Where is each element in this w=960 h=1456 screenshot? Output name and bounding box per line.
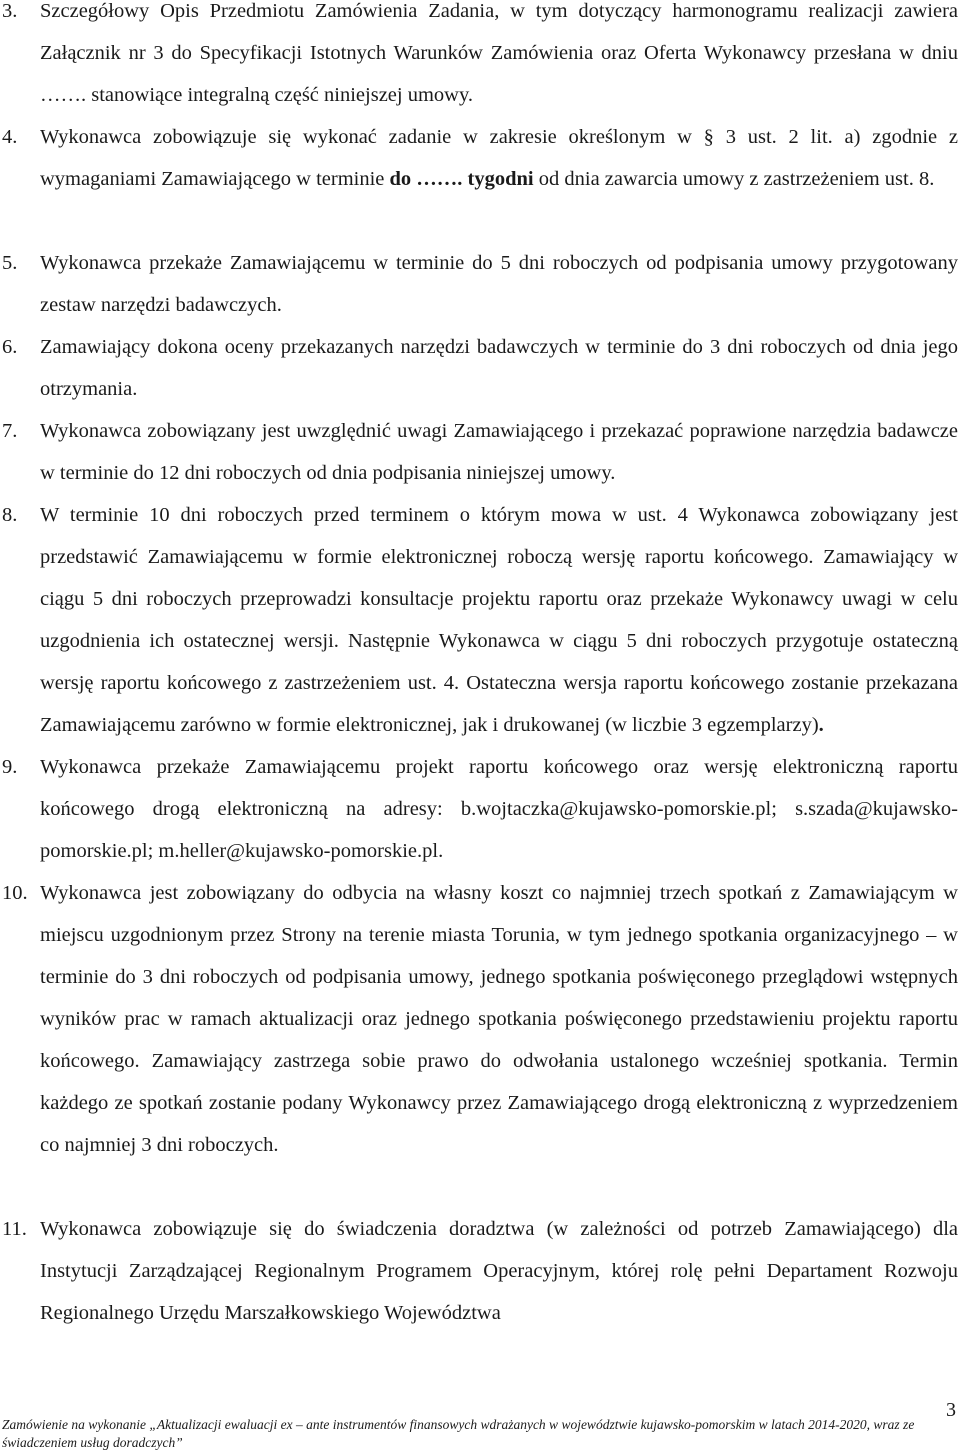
text-run: Zamawiający dokona oceny przekazanych narzędzi badawczych w terminie do 3 dni roboczych od dnia jego otrzymania. (40, 336, 958, 400)
page-footer (0, 1399, 960, 1456)
text-run: Wykonawca zobowiązany jest uwzględnić uwagi Zamawiającego i przekazać poprawione narzędzia badawcze w terminie do 12 dni roboczych od dnia podpisania niniejszej umowy. (40, 420, 958, 484)
list-item (0, 494, 958, 746)
item-text (40, 0, 958, 116)
list-item (0, 242, 958, 326)
text-run: W terminie 10 dni roboczych przed terminem o którym mowa w ust. 4 Wykonawca zobowiązany jest przedstawić Zamawiającemu w formie elektronicznej roboczą wersję raportu końcowego. Zamawiający w ciągu 5 dni roboczych przeprowadzi konsultacje projektu raportu oraz przekaże Wykonawcy uwagi w celu uzgodnienia ich ostatecznej wersji. Następnie Wykonawca w ciągu 5 dni roboczych przygotuje ostateczną wersję raportu końcowego z zastrzeżeniem ust. 4. Ostateczna wersja raportu końcowego zostanie przekazana Zamawiającemu zarówno w formie elektronicznej, jak i drukowanej (w liczbie 3 egzemplarzy) (40, 504, 958, 736)
item-number: 8. (2, 504, 18, 526)
text-run: Wykonawca przekaże Zamawiającemu projekt raportu końcowego oraz wersję elektroniczną raportu końcowego drogą elektroniczną na adresy: b.wojtaczka@kujawsko-pomorskie.pl; s.szada@kujawsko-pomorskie.pl; m.heller@kujawsko-pomorskie.pl. (40, 756, 958, 862)
item-number: 5. (2, 252, 18, 274)
item-number: 3. (2, 0, 18, 22)
item-text (40, 326, 958, 410)
text-run: Wykonawca przekaże Zamawiającemu w terminie do 5 dni roboczych od podpisania umowy przygotowany zestaw narzędzi badawczych. (40, 252, 958, 316)
text-run: Wykonawca zobowiązuje się do świadczenia doradztwa (w zależności od potrzeb Zamawiającego) dla Instytucji Zarządzającej Regionalnym Programem Operacyjnym, której rolę pełni Departament Rozwoju Regionalnego Urzędu Marszałkowskiego Województwa (40, 1218, 958, 1324)
list-item (0, 746, 958, 872)
item-number: 9. (2, 756, 18, 778)
text-run: od dnia zawarcia umowy z zastrzeżeniem ust. 8. (533, 168, 935, 190)
item-number: 11. (2, 1218, 27, 1240)
list-item (0, 326, 958, 410)
item-number: 7. (2, 420, 18, 442)
list-item (0, 410, 958, 494)
text-run: Wykonawca jest zobowiązany do odbycia na własny koszt co najmniej trzech spotkań z Zamawiającym w miejscu uzgodnionym przez Strony na terenie miasta Torunia, w tym jednego spotkania organizacyjnego – w terminie do 3 dni roboczych od podpisania umowy, jednego spotkania poświęconego przeglądowi wstępnych wyników prac w ramach aktualizacji oraz jednego spotkania poświęconego przedstawieniu projektu raportu końcowego. Zamawiający zastrzega sobie prawo do odwołania ustalonego wcześniej spotkania. Termin każdego ze spotkań zostanie podany Wykonawcy przez Zamawiającego drogą elektroniczną z wyprzedzeniem co najmniej 3 dni roboczych. (40, 882, 958, 1156)
deadline-text: do ……. tygodni (389, 168, 534, 190)
item-text (40, 242, 958, 326)
item-text (40, 494, 958, 746)
item-number: 4. (2, 126, 18, 148)
item-text (40, 872, 958, 1166)
list-item (0, 1208, 958, 1334)
list-item (0, 0, 958, 116)
item-text (40, 1208, 958, 1334)
page-number: 3 (946, 1399, 956, 1421)
item-text (40, 746, 958, 872)
text-run: Wykonawca zobowiązuje się wykonać zadanie w zakresie określonym w § 3 ust. 2 lit. a) zgodnie z wymaganiami Zamawiającego w terminie (40, 126, 958, 190)
item-number: 6. (2, 336, 18, 358)
text-run-bold: . (818, 714, 824, 736)
item-text (40, 116, 958, 200)
item-number: 10. (2, 882, 28, 904)
list-item (0, 116, 958, 200)
footer-text: Zamówienie na wykonanie „Aktualizacji ewaluacji ex – ante instrumentów finansowych wdrażanych w województwie kujawsko-pomorskim w latach 2014-2020, wraz ze świadczeniem usług doradczych” (2, 1417, 915, 1450)
item-text (40, 410, 958, 494)
list-item (0, 872, 958, 1166)
text-run: Szczegółowy Opis Przedmiotu Zamówienia Zadania, w tym dotyczący harmonogramu realizacji zawiera Załącznik nr 3 do Specyfikacji Istotnych Warunków Zamówienia oraz Oferta Wykonawcy przesłana w dniu ……. stanowiące integralną część niniejszej umowy. (40, 0, 958, 106)
